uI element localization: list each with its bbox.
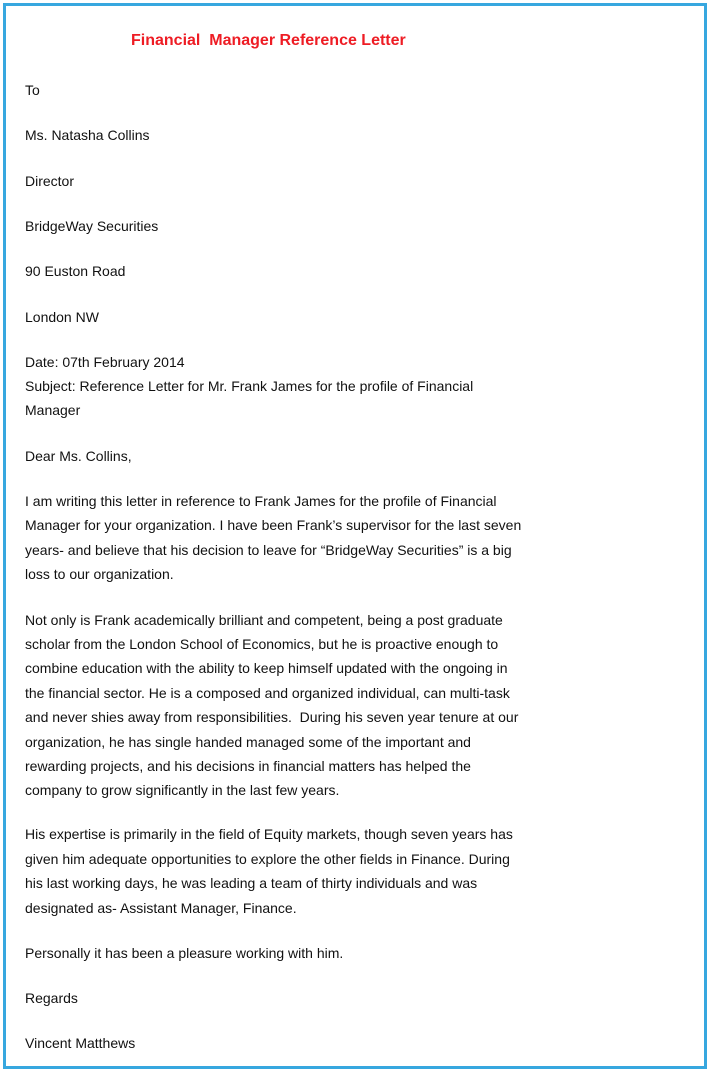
sign-off: Regards <box>25 990 78 1006</box>
recipient-name: Ms. Natasha Collins <box>25 127 150 143</box>
closing-statement: Personally it has been a pleasure working with him. <box>25 945 344 961</box>
salutation: Dear Ms. Collins, <box>25 448 132 464</box>
paragraph3-line: His expertise is primarily in the field of Equity markets, though seven years has <box>25 826 513 842</box>
paragraph2-line: the financial sector. He is a composed and organized individual, can multi-task <box>25 685 510 701</box>
paragraph1-line: Manager for your organization. I have been Frank’s supervisor for the last seven <box>25 517 522 533</box>
to-label: To <box>25 82 40 98</box>
paragraph1-line: years- and believe that his decision to leave for “BridgeWay Securities” is a big <box>25 542 512 558</box>
paragraph2-line: rewarding projects, and his decisions in financial matters has helped the <box>25 758 471 774</box>
paragraph2-line: and never shies away from responsibilities. During his seven year tenure at our <box>25 709 519 725</box>
paragraph3-line: his last working days, he was leading a team of thirty individuals and was <box>25 875 478 891</box>
recipient-title: Director <box>25 173 75 189</box>
recipient-company: BridgeWay Securities <box>25 218 159 234</box>
subject-line: Manager <box>25 402 81 418</box>
paragraph1-line: I am writing this letter in reference to Frank James for the profile of Financial <box>25 493 497 509</box>
paragraph3-line: given him adequate opportunities to explore the other fields in Finance. During <box>25 851 510 867</box>
paragraph3-line: designated as- Assistant Manager, Finance. <box>25 900 297 916</box>
paragraph2-line: Not only is Frank academically brilliant and competent, being a post graduate <box>25 612 503 628</box>
paragraph1-line: loss to our organization. <box>25 566 174 582</box>
recipient-street: 90 Euston Road <box>25 263 126 279</box>
recipient-city: London NW <box>25 309 99 325</box>
signer-name: Vincent Matthews <box>25 1035 136 1051</box>
paragraph2-line: company to grow significantly in the last few years. <box>25 782 340 798</box>
subject-line: Subject: Reference Letter for Mr. Frank James for the profile of Financial <box>25 378 474 394</box>
paragraph2-line: combine education with the ability to keep himself updated with the ongoing in <box>25 660 508 676</box>
paragraph2-line: organization, he has single handed managed some of the important and <box>25 734 471 750</box>
letter-date: Date: 07th February 2014 <box>25 354 185 370</box>
letter-title: Financial Manager Reference Letter <box>131 32 406 49</box>
paragraph2-line: scholar from the London School of Economics, but he is proactive enough to <box>25 636 499 652</box>
